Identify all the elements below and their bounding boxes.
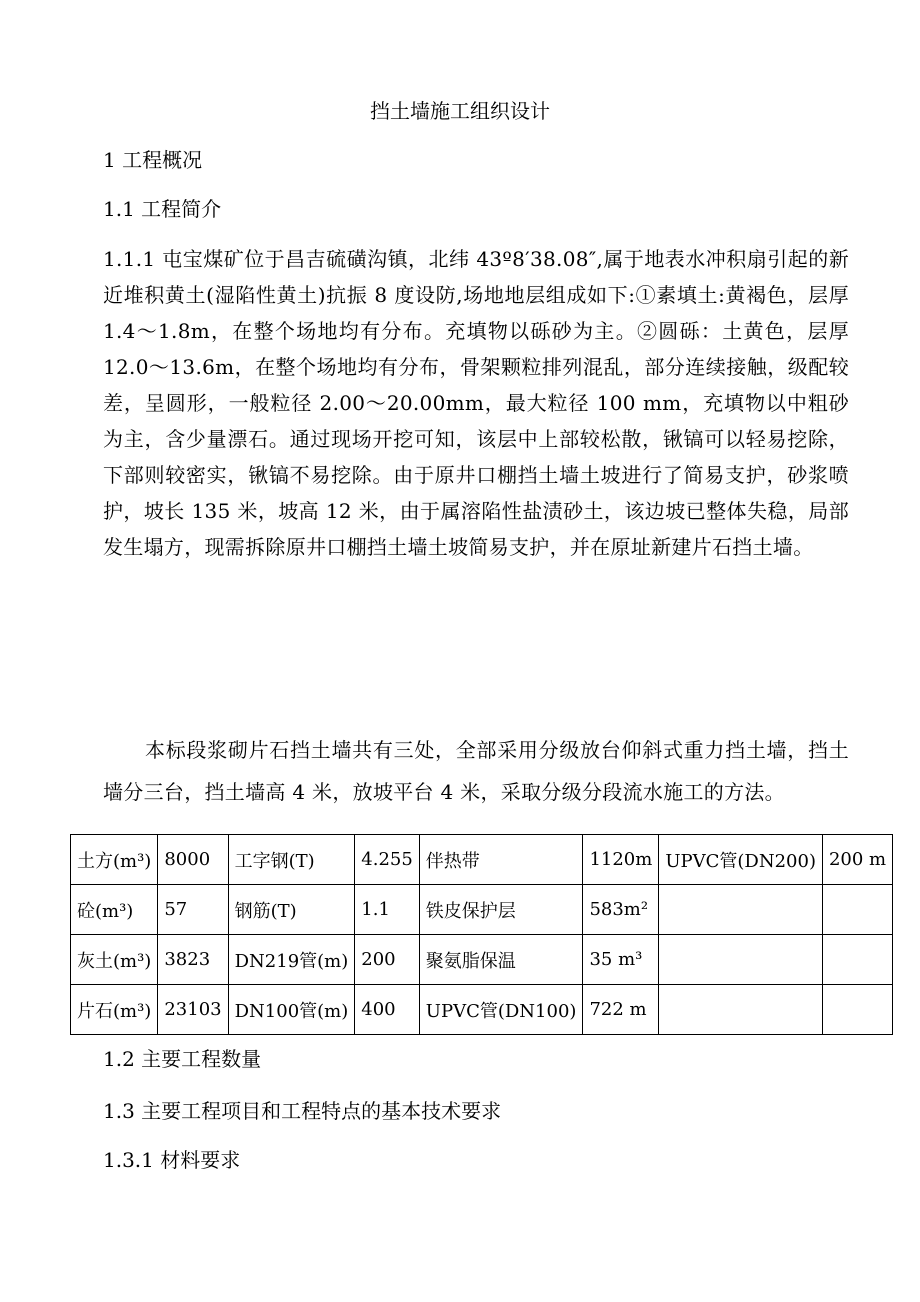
table-cell: 砼(m³)	[71, 885, 158, 935]
table-cell	[659, 885, 823, 935]
document-title: 挡土墙施工组织设计	[370, 99, 550, 123]
quantities-table	[70, 834, 893, 1035]
table-cell	[822, 985, 892, 1035]
table-cell: 200	[355, 935, 420, 985]
table-cell	[659, 985, 823, 1035]
paragraph-wall-description: 本标段浆砌片石挡土墙共有三处，全部采用分级放台仰斜式重力挡土墙，挡土墙分三台，挡土墙高 4 米，放坡平台 4 米，采取分级分段流水施工的方法。	[103, 738, 849, 804]
heading-project-intro: 1.1 工程简介	[103, 197, 222, 221]
table-cell: 4.255	[355, 835, 420, 885]
table-cell: 8000	[158, 835, 228, 885]
table-cell	[822, 935, 892, 985]
table-cell: 土方(m³)	[71, 835, 158, 885]
table-cell: 3823	[158, 935, 228, 985]
table-cell	[822, 885, 892, 935]
table-cell: UPVC管(DN200)	[659, 835, 823, 885]
table-cell: UPVC管(DN100)	[419, 985, 583, 1035]
table-row	[71, 835, 893, 885]
table-cell: 583m²	[583, 885, 659, 935]
table-cell: 1120m	[583, 835, 659, 885]
table-cell: 伴热带	[419, 835, 583, 885]
table-cell: 聚氨脂保温	[419, 935, 583, 985]
table-row	[71, 985, 893, 1035]
table-cell: 23103	[158, 985, 228, 1035]
table-row	[71, 935, 893, 985]
table-cell: 35 m³	[583, 935, 659, 985]
heading-technical-requirements: 1.3 主要工程项目和工程特点的基本技术要求	[103, 1099, 502, 1123]
table-cell: 400	[355, 985, 420, 1035]
heading-main-quantities: 1.2 主要工程数量	[103, 1047, 262, 1071]
table-cell: 200 m	[822, 835, 892, 885]
table-cell: DN100管(m)	[228, 985, 355, 1035]
table-cell: DN219管(m)	[228, 935, 355, 985]
paragraph-site-description: 1.1.1 屯宝煤矿位于昌吉硫磺沟镇，北纬 43º8′38.08″,属于地表水冲积扇引起的新近堆积黄土(湿陷性黄土)抗振 8 度设防,场地地层组成如下:①素填土:黄褐色，层厚 1.4～1.8m，在整个场地均有分布。充填物以砾砂为主。②圆砾：土黄色，层厚 12.0～13.6m，在整个场地均有分布，骨架颗粒排列混乱，部分连续接触，级配较差，呈圆形，一般粒径 2.00～20.00mm，最大粒径 100 mm，充填物以中粗砂为主，含少量漂石。通过现场开挖可知，该层中上部较松散，锹镐可以轻易挖除，下部则较密实，锹镐不易挖除。由于原井口棚挡土墙土坡进行了简易支护，砂浆喷护，坡长 135 米，坡高 12 米，由于属溶陷性盐渍砂土，该边坡已整体失稳，局部发生塌方，现需拆除原井口棚挡土墙土坡简易支护，并在原址新建片石挡土墙。	[103, 247, 849, 559]
table-cell: 722 m	[583, 985, 659, 1035]
heading-material-requirements: 1.3.1 材料要求	[103, 1148, 241, 1172]
table-cell: 铁皮保护层	[419, 885, 583, 935]
table-cell: 片石(m³)	[71, 985, 158, 1035]
table-cell: 钢筋(T)	[228, 885, 355, 935]
table-cell: 1.1	[355, 885, 420, 935]
heading-project-overview: 1 工程概况	[103, 148, 203, 172]
table-row	[71, 885, 893, 935]
table-cell: 57	[158, 885, 228, 935]
table-cell: 工字钢(T)	[228, 835, 355, 885]
table-cell: 灰土(m³)	[71, 935, 158, 985]
table-cell	[659, 935, 823, 985]
